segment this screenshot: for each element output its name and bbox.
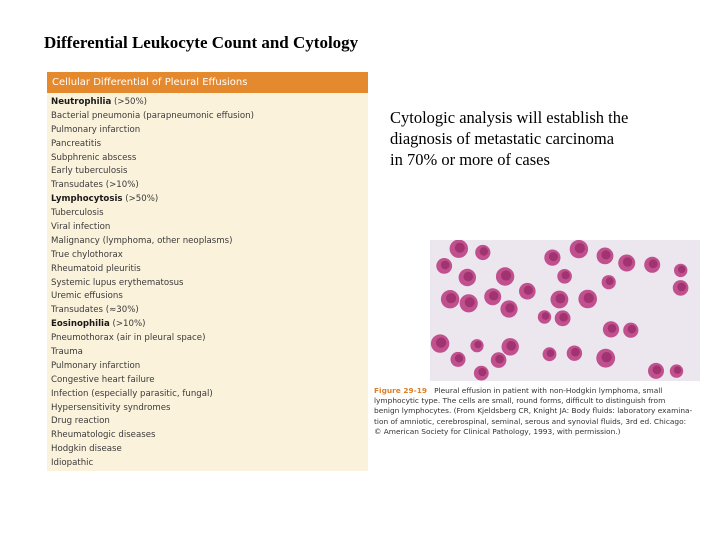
list-item: Pulmonary infarction [51, 124, 141, 135]
list-item: Drug reaction [51, 416, 110, 427]
cell-nucleus [478, 368, 486, 376]
cell-nucleus [480, 247, 488, 255]
cell-nucleus [506, 341, 516, 351]
cell-nucleus [608, 324, 617, 333]
cell-nucleus [505, 303, 514, 312]
caption-line: benign lymphocytes. (From Kjeldsberg CR, Knight JA: Body fluids: laboratory examina- [374, 406, 693, 416]
list-item: Pancreatitis [51, 138, 102, 149]
cell-nucleus [628, 325, 636, 333]
list-item: Pneumothorax (air in pleural space) [51, 333, 206, 344]
category-threshold: (>10%) [112, 319, 146, 330]
list-item: Bacterial pneumonia (parapneumonic effusion) [51, 110, 254, 121]
list-item: Transudates (>10%) [51, 180, 139, 191]
caption-line: © American Society for Clinical Pathology, 1993, with permission.) [374, 426, 621, 436]
cell-nucleus [547, 349, 555, 357]
category-threshold: (>50%) [114, 97, 148, 107]
caption-line [374, 386, 704, 396]
cell-nucleus [446, 293, 456, 303]
cell-nucleus [489, 291, 498, 300]
cell-nucleus [455, 354, 463, 362]
category-name: Neutrophilia [51, 97, 112, 107]
list-item: Hypersensitivity syndromes [51, 402, 171, 413]
category-row [51, 96, 368, 110]
list-item: True chylothorax [51, 249, 123, 260]
list-item: Tuberculosis [51, 208, 104, 219]
list-item: Subphrenic abscess [51, 152, 137, 163]
category-name: Eosinophilia [51, 319, 110, 330]
body-line: diagnosis of metastatic carcinoma [390, 129, 615, 148]
cell-nucleus [436, 338, 446, 348]
cell-nucleus [542, 312, 549, 319]
list-item: Pulmonary infarction [51, 360, 141, 371]
caption-text: Pleural effusion in patient with non-Hodgkin lymphoma, small [434, 386, 663, 395]
cell-nucleus [575, 243, 585, 253]
category-threshold: (>50%) [125, 194, 159, 205]
cell-nucleus [677, 283, 686, 292]
list-item: Systemic lupus erythematosus [51, 277, 184, 288]
cell-nucleus [441, 261, 450, 270]
cell-nucleus [623, 257, 632, 266]
cell-nucleus [549, 252, 558, 261]
list-item: Malignancy (lymphoma, other neoplasms) [51, 235, 233, 246]
list-item: Idiopathic [51, 458, 94, 469]
cell-nucleus [455, 243, 465, 253]
figure-label: Figure 29-19 [374, 386, 428, 395]
figure-caption [374, 386, 704, 437]
cell-nucleus [495, 355, 504, 364]
cell-nucleus [653, 366, 662, 375]
list-item: Hodgkin disease [51, 444, 122, 455]
table-body [47, 93, 368, 471]
list-item: Viral infection [51, 222, 111, 233]
caption-line: lymphocytic type. The cells are small, round forms, difficult to distinguish from [374, 396, 666, 406]
category-name: Lymphocytosis [51, 194, 123, 205]
caption-line: tion of amniotic, cerebrospinal, seminal, serous and synovial fluids, 3rd ed. Chicago: [374, 416, 687, 426]
cell-nucleus [464, 272, 474, 282]
cell-nucleus [601, 250, 610, 259]
pleural-effusion-table [47, 72, 368, 471]
cell-nucleus [571, 348, 580, 357]
list-item: Uremic effusions [51, 291, 123, 302]
category-row [51, 318, 368, 332]
table-header: Cellular Differential of Pleural Effusions [47, 72, 368, 93]
list-item: Transudates (≈30%) [51, 305, 139, 316]
list-item: Early tuberculosis [51, 166, 128, 177]
cell-nucleus [649, 259, 658, 268]
list-item: Trauma [51, 347, 83, 358]
cell-nucleus [501, 270, 511, 280]
list-item: Rheumatoid pleuritis [51, 263, 141, 274]
cell-nucleus [556, 294, 566, 304]
body-line: Cytologic analysis will establish the [390, 108, 629, 127]
cell-nucleus [584, 293, 594, 303]
list-item: Rheumatologic diseases [51, 430, 156, 441]
cell-nucleus [474, 341, 481, 348]
cell-nucleus [465, 297, 475, 307]
body-line: in 70% or more of cases [390, 150, 550, 169]
cell-nucleus [562, 271, 570, 279]
list-item: Infection (especially parasitic, fungal) [51, 388, 213, 399]
body-paragraph [390, 107, 710, 170]
cell-nucleus [606, 277, 614, 285]
cell-nucleus [559, 313, 568, 322]
cell-nucleus [678, 266, 685, 273]
cell-nucleus [674, 366, 681, 373]
micrograph-image [430, 240, 700, 381]
page-title: Differential Leukocyte Count and Cytology [44, 33, 359, 52]
cell-nucleus [524, 286, 533, 295]
category-row [51, 193, 368, 207]
cell-nucleus [602, 352, 612, 362]
list-item: Congestive heart failure [51, 374, 155, 385]
lymphocyte-cells-image [430, 240, 700, 381]
